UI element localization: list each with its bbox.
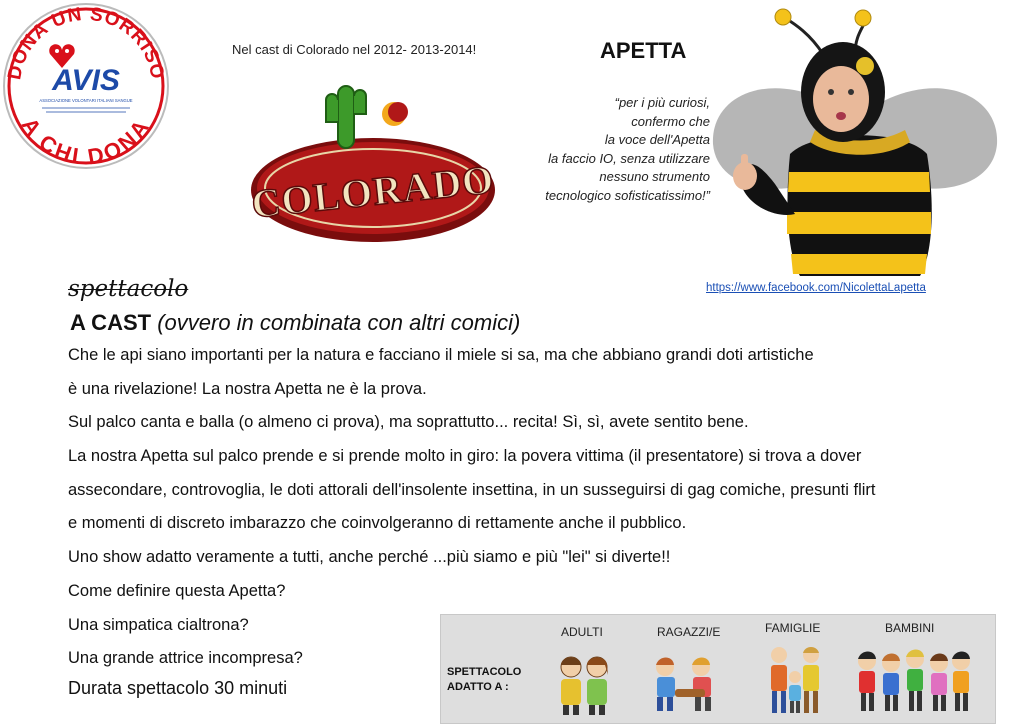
audience-box: [440, 614, 996, 724]
audience-heading-line2: ADATTO A :: [447, 681, 509, 693]
cast-line: Nel cast di Colorado nel 2012- 2013-2014!: [232, 42, 477, 57]
audience-heading-line1: SPETTACOLO: [447, 666, 522, 678]
badge-brand-sub: ASSOCIAZIONE VOLONTARI ITALIANI SANGUE: [39, 98, 133, 103]
character-title: APETTA: [600, 38, 687, 63]
logo-text: COLORADO: [249, 156, 497, 227]
body-line: La nostra Apetta sul palco prende e si prende molto in giro: la povera vittima (il presentatore) si trova a dover: [68, 447, 862, 466]
body-line: Come definire questa Apetta?: [68, 581, 286, 600]
quote-line: confermo che: [631, 113, 710, 129]
body-line: assecondare, controvoglia, le doti attorali dell'insolente insettina, in un susseguirsi di gag comiche, presunti flirt: [68, 480, 876, 499]
audience-label-adulti: ADULTI: [561, 625, 603, 639]
audience-label-famiglie: FAMIGLIE: [765, 621, 821, 635]
audience-label-ragazzi: RAGAZZI/E: [657, 625, 721, 639]
facebook-link[interactable]: https://www.facebook.com/NicolettaLapetta: [706, 282, 926, 294]
body-line: Uno show adatto veramente a tutti, anche perché ...più siamo e più "lei" si diverte!!: [68, 548, 671, 567]
badge-brand: AVIS: [52, 64, 120, 97]
family-icon: [763, 643, 829, 717]
audience-heading: [447, 665, 521, 695]
quote-line: “per i più curiosi,: [614, 95, 710, 110]
quote-line: la voce dell'Apetta: [604, 132, 710, 147]
badge-bottom-text: A CHI DONA: [16, 113, 156, 170]
teens-icon: [647, 653, 727, 713]
section-label: spettacolo: [68, 276, 189, 302]
body-line: è una rivelazione! La nostra Apetta ne è la prova.: [68, 379, 427, 398]
body-line: e momenti di discreto imbarazzo che coinvolgeranno di rettamente anche il pubblico.: [68, 514, 687, 533]
show-title: [70, 310, 520, 336]
quote-line: tecnologico sofisticatissimo!”: [545, 187, 710, 203]
adults-icon: [553, 651, 617, 717]
bee-costume-photo: [705, 4, 1005, 276]
audience-label-bambini: BAMBINI: [885, 621, 935, 635]
show-title-bold: A CAST: [70, 310, 152, 335]
avis-badge-logo: [2, 2, 170, 170]
body-line: Una simpatica cialtrona?: [68, 615, 249, 634]
badge-top-text: DONA UN SORRISO: [4, 3, 168, 82]
quote-line: nessuno strumento: [599, 169, 710, 184]
children-icon: [853, 645, 973, 715]
body-line: Una grande attrice incompresa?: [68, 649, 303, 668]
body-line: Che le api siano importanti per la natura e facciano il miele si sa, ma che abbiano grandi doti artistiche: [68, 346, 814, 364]
quote: [470, 94, 710, 205]
body-line: Sul palco canta e balla (o almeno ci prova), ma soprattutto... recita! Sì, sì, avete sentito bene.: [68, 413, 749, 432]
show-title-italic: (ovvero in combinata con altri comici): [157, 310, 521, 335]
colorado-logo: [248, 78, 498, 248]
duration: Durata spettacolo 30 minuti: [68, 678, 288, 698]
quote-line: la faccio IO, senza utilizzare: [548, 150, 710, 166]
